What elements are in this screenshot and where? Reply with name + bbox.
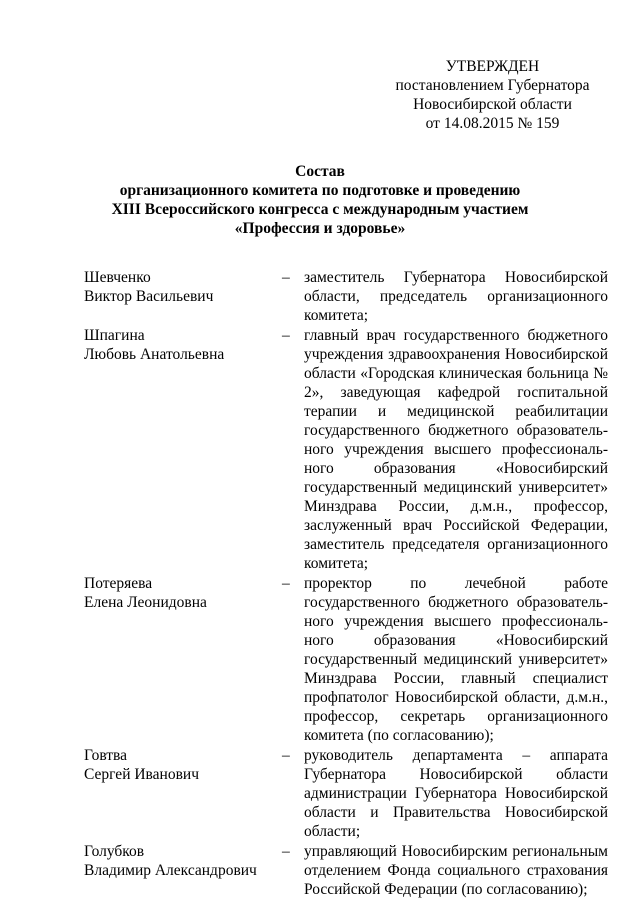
approval-heading: УТВЕРЖДЕН bbox=[445, 58, 540, 75]
member-row bbox=[84, 746, 608, 841]
member-surname: Шпагина bbox=[84, 327, 145, 344]
title-line: организационного комитета по подготовке и проведению bbox=[119, 182, 521, 199]
member-given-name: Сергей Иванович bbox=[84, 766, 200, 783]
document-title bbox=[0, 162, 640, 238]
member-row bbox=[84, 268, 608, 325]
member-name bbox=[84, 746, 282, 841]
member-row bbox=[84, 842, 608, 899]
approval-line: Новосибирской области bbox=[413, 96, 572, 113]
member-given-name: Любовь Анатольевна bbox=[84, 346, 225, 363]
member-surname: Шевченко bbox=[84, 269, 151, 286]
dash-separator: – bbox=[282, 843, 290, 860]
approval-date-number: от 14.08.2015 № 159 bbox=[425, 115, 560, 132]
member-row bbox=[84, 574, 608, 745]
committee-members-list bbox=[84, 268, 608, 900]
member-surname: Потеряева bbox=[84, 575, 153, 592]
member-surname: Говтва bbox=[84, 747, 128, 764]
member-role: управляющий Новосибирским региональным отделением Фонда социального страхования Российской Федерации (по согласованию); bbox=[304, 843, 608, 898]
member-name bbox=[84, 326, 282, 573]
approval-line: постановлением Губернатора bbox=[395, 77, 590, 94]
member-given-name: Владимир Александрович bbox=[84, 862, 257, 879]
dash-separator: – bbox=[282, 747, 290, 764]
title-line: Состав bbox=[295, 163, 345, 180]
member-given-name: Елена Леонидовна bbox=[84, 594, 207, 611]
member-name bbox=[84, 842, 282, 899]
member-role: главный врач государственного бюджетного учреждения здравоохранения Новосибирской области «Городская клиническая больница № 2», заведующая кафедрой госпитальной терапии и медицинской реабилитации государственного бюджетного образователь-ного учреждения высшего профессиональ-ного образования «Новосибирский государственный медицинский университет» Минздрава России, д.м.н., профессор, заслуженный врач Российской Федерации, заместитель председателя организационного комитета; bbox=[304, 327, 608, 572]
member-given-name: Виктор Васильевич bbox=[84, 288, 214, 305]
member-role: руководитель департамента – аппарата Губернатора Новосибирской области администрации Губернатора Новосибирской области и Правительства Новосибирской области; bbox=[304, 747, 608, 840]
dash-separator: – bbox=[282, 327, 290, 344]
approval-stamp bbox=[380, 57, 605, 133]
member-name bbox=[84, 268, 282, 325]
member-row bbox=[84, 326, 608, 573]
member-surname: Голубков bbox=[84, 843, 145, 860]
title-line: «Профессия и здоровье» bbox=[234, 220, 406, 237]
member-role: проректор по лечебной работе государственного бюджетного образователь-ного учреждения высшего профессиональ-ного образования «Новосибирский государственный медицинский университет» Минздрава России, главный специалист профпатолог Новосибирской области, д.м.н., профессор, секретарь организационного комитета (по согласованию); bbox=[304, 575, 608, 744]
member-name bbox=[84, 574, 282, 745]
dash-separator: – bbox=[282, 269, 290, 286]
member-role: заместитель Губернатора Новосибирской области, председатель организационного комитета; bbox=[304, 269, 608, 324]
dash-separator: – bbox=[282, 575, 290, 592]
title-line: XIII Всероссийского конгресса с международным участием bbox=[111, 201, 529, 218]
